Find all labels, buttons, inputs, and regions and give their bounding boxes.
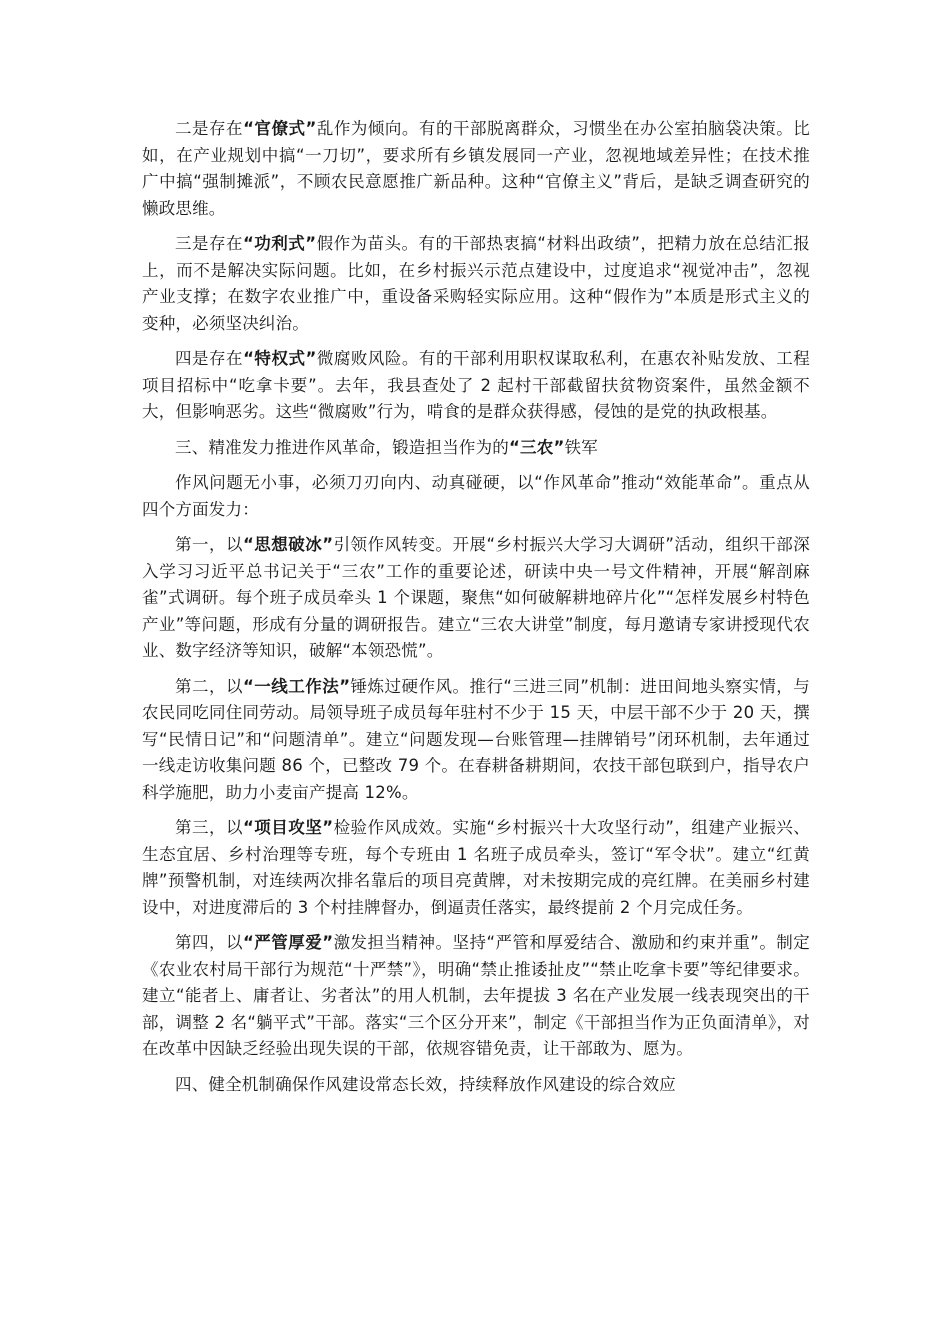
heading-emphasis: “三农” bbox=[509, 437, 565, 457]
paragraph-intro-four-aspects bbox=[142, 470, 810, 523]
paragraph-emphasis: “一线工作法” bbox=[242, 676, 351, 696]
paragraph-emphasis: “严管厚爱” bbox=[242, 933, 334, 952]
paragraph-lead: 第一，以 bbox=[175, 535, 243, 554]
paragraph-second-frontline-method bbox=[142, 674, 810, 807]
paragraph-body: 引领作风转变。开展“乡村振兴大学习大调研”活动，组织干部深入学习习近平总书记关于“三农”工作的重要论述，研读中央一号文件精神，开展“解剖麻雀”式调研。每个班子成员牵头 1 个课题，聚焦“如何破解耕地碎片化”“怎样发展乡村特色产业”等问题，形成有分量的调研报告。建立“三农大讲堂”制度，每月邀请专家讲授现代农业、数字经济等知识，破解“本领恐慌”。 bbox=[142, 535, 810, 660]
paragraph-third-project-tackling bbox=[142, 815, 810, 921]
paragraph-emphasis: “官僚式” bbox=[243, 119, 317, 138]
paragraph-bureaucratic-style bbox=[142, 116, 810, 222]
paragraph-emphasis: “功利式” bbox=[242, 234, 317, 253]
section-heading-three bbox=[142, 435, 810, 462]
paragraph-body: 假作为苗头。有的干部热衷搞“材料出政绩”，把精力放在总结汇报上，而不是解决实际问题。比如，在乡村振兴示范点建设中，过度追求“视觉冲击”，忽视产业支撑；在数字农业推广中，重设备采购轻实际应用。这种“假作为”本质是形式主义的变种，必须坚决纠治。 bbox=[142, 234, 810, 333]
paragraph-lead: 第二，以 bbox=[175, 676, 243, 696]
paragraph-emphasis: “思想破冰” bbox=[242, 535, 334, 554]
paragraph-lead: 第三，以 bbox=[175, 818, 243, 837]
paragraph-lead: 第四，以 bbox=[175, 933, 243, 952]
paragraph-first-thought-breakthrough bbox=[142, 532, 810, 665]
heading-text: 四、健全机制确保作风建设常态长效，持续释放作风建设的综合效应 bbox=[175, 1074, 676, 1094]
paragraph-body: 锤炼过硬作风。推行“三进三同”机制：进田间地头察实情，与农民同吃同住同劳动。局领导班子成员每年驻村不少于 15 天，中层干部不少于 20 天，撰写“民情日记”和“问题清单”。建立“问题发现—台账管理—挂牌销号”闭环机制，去年通过一线走访收集问题 86 个，已整改 79 个。在春耕备耕期间，农技干部包联到户，指导农户科学施肥，助力小麦亩产提高 12%。 bbox=[142, 676, 810, 802]
heading-tail: 铁军 bbox=[564, 437, 598, 457]
paragraph-body: 检验作风成效。实施“乡村振兴十大攻坚行动”，组建产业振兴、生态宜居、乡村治理等专班，每个专班由 1 名班子成员牵头，签订“军令状”。建立“红黄牌”预警机制，对连续两次排名靠后的项目亮黄牌，对未按期完成的亮红牌。在美丽乡村建设中，对进度滞后的 3 个村挂牌督办，倒逼责任落实，最终提前 2 个月完成任务。 bbox=[142, 818, 810, 917]
paragraph-emphasis: “特权式” bbox=[243, 349, 317, 368]
paragraph-body: 作风问题无小事，必须刀刃向内、动真碰硬，以“作风革命”推动“效能革命”。重点从四个方面发力： bbox=[142, 473, 810, 519]
paragraph-emphasis: “项目攻坚” bbox=[242, 818, 334, 837]
heading-lead: 三、精准发力推进作风革命，锻造担当作为的 bbox=[175, 437, 509, 457]
paragraph-lead: 三是存在 bbox=[175, 234, 243, 253]
paragraph-fourth-strict-care bbox=[142, 930, 810, 1063]
paragraph-privilege-style bbox=[142, 346, 810, 426]
document-page bbox=[142, 116, 810, 1107]
paragraph-body: 微腐败风险。有的干部利用职权谋取私利，在惠农补贴发放、工程项目招标中“吃拿卡要”。去年，我县查处了 2 起村干部截留扶贫物资案件，虽然金额不大，但影响恶劣。这些“微腐败”行为，啃食的是群众获得感，侵蚀的是党的执政根基。 bbox=[142, 349, 810, 421]
paragraph-lead: 四是存在 bbox=[175, 349, 244, 368]
paragraph-utilitarian-style bbox=[142, 231, 810, 337]
paragraph-body: 激发担当精神。坚持“严管和厚爱结合、激励和约束并重”。制定《农业农村局干部行为规范“十严禁”》，明确“禁止推诿扯皮”“禁止吃拿卡要”等纪律要求。建立“能者上、庸者让、劣者汰”的用人机制，去年提拔 3 名在产业发展一线表现突出的干部，调整 2 名“躺平式”干部。落实“三个区分开来”，制定《干部担当作为正负面清单》，对在改革中因缺乏经验出现失误的干部，依规容错免责，让干部敢为、愿为。 bbox=[142, 933, 810, 1058]
section-heading-four bbox=[142, 1072, 810, 1099]
paragraph-lead: 二是存在 bbox=[175, 119, 244, 138]
paragraph-body: 乱作为倾向。有的干部脱离群众，习惯坐在办公室拍脑袋决策。比如，在产业规划中搞“一刀切”，要求所有乡镇发展同一产业，忽视地域差异性；在技术推广中搞“强制摊派”，不顾农民意愿推广新品种。这种“官僚主义”背后，是缺乏调查研究的懒政思维。 bbox=[142, 119, 810, 218]
